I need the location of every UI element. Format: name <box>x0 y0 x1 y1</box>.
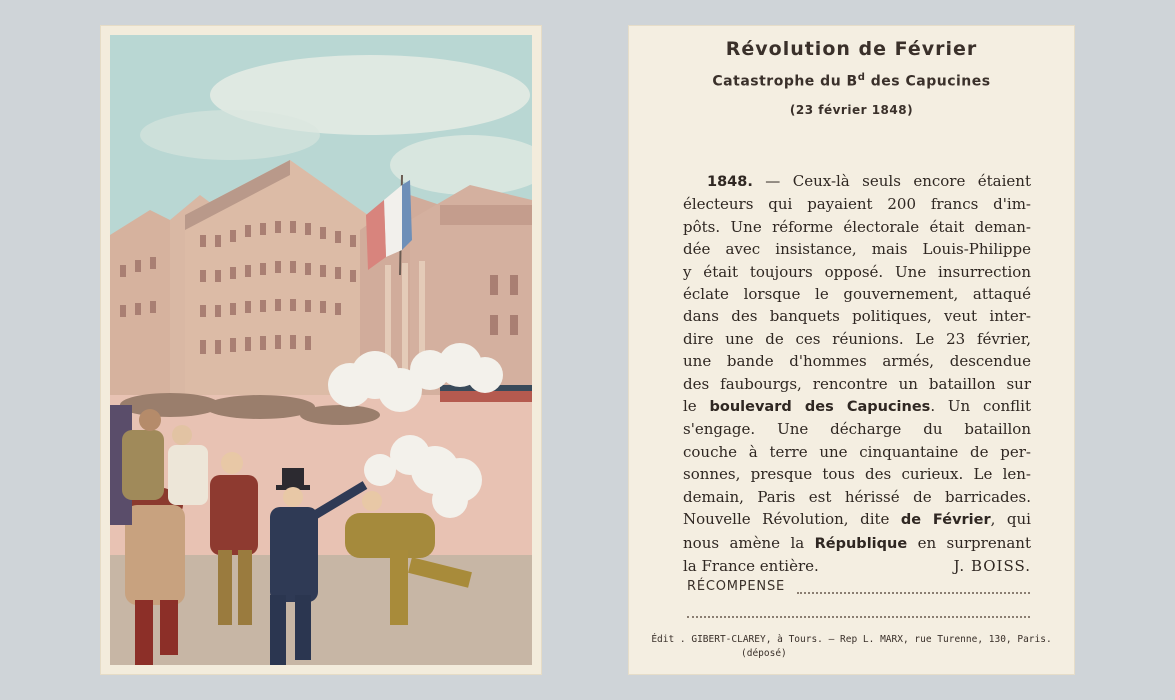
card-front <box>101 26 541 674</box>
recompense-dotted-line-2 <box>687 616 1030 618</box>
body-text: le <box>683 397 710 416</box>
body-line <box>683 508 1031 531</box>
body-line: s'engage. Une décharge du bataillon <box>683 420 1031 439</box>
subtitle-text: Catastrophe du B <box>712 73 858 90</box>
card-title: Révolution de Février <box>725 38 978 60</box>
card-back <box>629 26 1074 674</box>
body-line: électeurs qui payaient 200 francs d'im- <box>683 195 1031 214</box>
body-line: sonnes, presque tous des curieux. Le len- <box>683 465 1031 484</box>
body-line: dée avec insistance, mais Louis-Philippe <box>683 240 1031 259</box>
body-line <box>683 555 1031 577</box>
body-text: , qui <box>990 510 1031 529</box>
publisher-imprint: Édit . GIBERT-CLAREY, à Tours. — Rep L. MARX, rue Turenne, 130, Paris. <box>651 634 1052 645</box>
body-line <box>683 532 1031 555</box>
deposit-note: (déposé) <box>741 648 787 659</box>
recompense-dotted-line <box>797 592 1030 594</box>
body-line <box>683 395 1031 418</box>
body-line: une bande d'hommes armés, descendue <box>683 352 1031 371</box>
body-line: y était toujours opposé. Une insurrection <box>683 262 1031 281</box>
place-name: boulevard des Capucines <box>709 399 931 416</box>
author-signature: J. BOISS. <box>953 556 1031 575</box>
body-line: couche à terre une cinquantaine de per- <box>683 442 1031 461</box>
cloud <box>140 110 320 160</box>
illustration-artwork <box>110 35 532 665</box>
recompense-label: RÉCOMPENSE <box>687 579 786 594</box>
body-text: la France entière. <box>683 556 819 575</box>
body-text: Nouvelle Révolution, dite <box>683 510 901 529</box>
card-subtitle <box>629 72 1074 90</box>
year-label: 1848. <box>707 174 753 190</box>
body-text: en surprenant <box>907 533 1031 552</box>
subtitle-text-end: des Capucines <box>865 73 991 90</box>
revolution-name: de Février <box>900 512 991 529</box>
body-line <box>683 170 1031 193</box>
body-text: . Un conflit <box>930 397 1031 416</box>
republic-word: République <box>814 535 908 552</box>
body-line: éclate lorsque le gouvernement, attaqué <box>683 285 1031 304</box>
body-line: des faubourgs, rencontre un bataillon sur <box>683 374 1031 393</box>
subtitle-abbrev: d <box>857 72 866 83</box>
body-line: pôts. Une réforme électorale était deman- <box>683 217 1031 236</box>
body-text: nous amène la <box>683 533 815 552</box>
card-date: (23 février 1848) <box>789 103 914 117</box>
street-battle-illustration <box>110 35 532 665</box>
body-text: — Ceux-là seuls encore étaient <box>752 172 1031 190</box>
card-body-text <box>683 170 1031 577</box>
body-line: dire une de ces réunions. Le 23 février, <box>683 329 1031 348</box>
body-line: dans des banquets politiques, veut inter- <box>683 307 1031 326</box>
body-line: demain, Paris est hérissé de barricades. <box>683 487 1031 506</box>
